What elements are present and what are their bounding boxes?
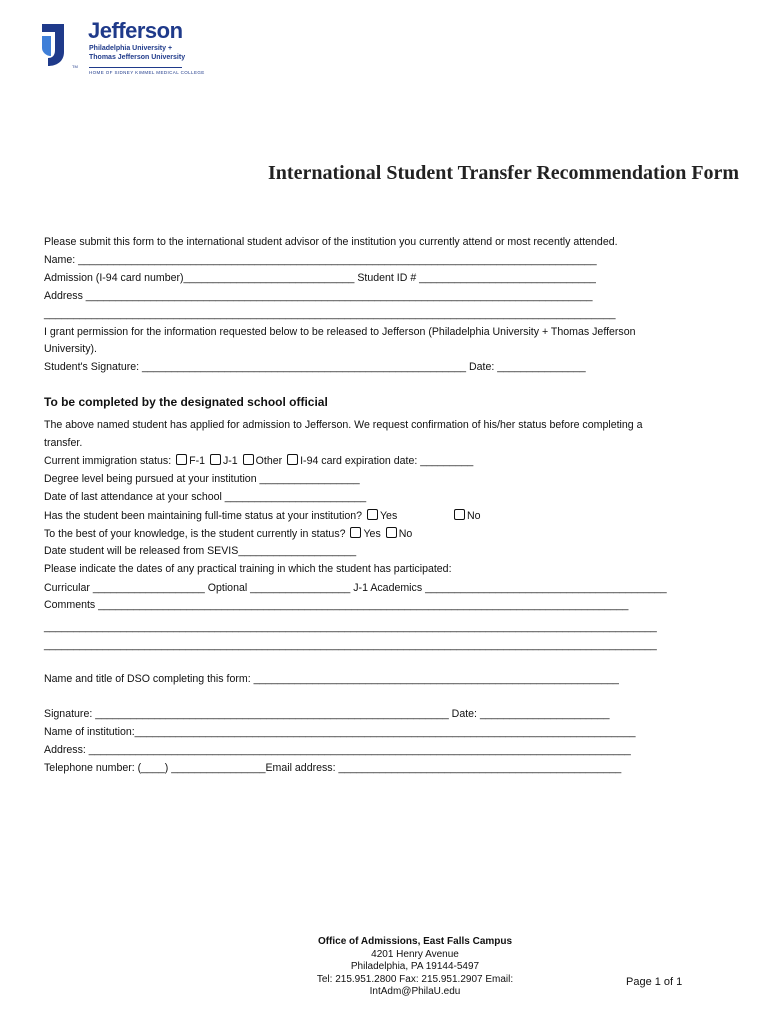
footer-address [300, 936, 530, 999]
address-field-line-2[interactable]: _________________________________________________________________________________________________ [44, 308, 616, 320]
in-status-question: To the best of your knowledge, is the student currently in status? [44, 528, 346, 540]
logo-subtitle [89, 44, 185, 62]
permission-text-cont: University). [44, 343, 97, 355]
fulltime-no-checkbox[interactable] [454, 509, 465, 520]
form-title: International Student Transfer Recommendation Form [268, 162, 740, 184]
fulltime-yes-label: Yes [379, 510, 398, 522]
in-status-no-checkbox[interactable] [386, 527, 397, 538]
fulltime-yes-checkbox[interactable] [367, 509, 378, 520]
training-dates-field[interactable]: Curricular ___________________ Optional _________________ J-1 Academics _________________________________________ [44, 582, 667, 594]
footer-phone: Tel: 215.951.2800 Fax: 215.951.2907 Email: [316, 973, 514, 985]
jefferson-logo-icon [40, 22, 80, 70]
fulltime-row [44, 509, 397, 522]
name-field[interactable]: Name: ________________________________________________________________________________________ [44, 254, 597, 266]
immigration-status-label: Current immigration status: [44, 455, 172, 467]
comments-line-2[interactable]: ________________________________________________________________________________________________________ [44, 621, 657, 633]
in-status-no-label: No [398, 528, 413, 540]
fulltime-no-label: No [467, 510, 481, 522]
f1-checkbox[interactable] [176, 454, 187, 465]
comments-field[interactable]: Comments __________________________________________________________________________________________ [44, 599, 629, 611]
admission-field[interactable]: Admission (I-94 card number)_____________________________ Student ID # ______________________________ [44, 272, 596, 284]
comments-line-3[interactable]: ________________________________________________________________________________________________________ [44, 639, 657, 651]
degree-field[interactable]: Degree level being pursued at your institution _________________ [44, 473, 360, 485]
immigration-status-row [44, 454, 473, 467]
footer-city: Philadelphia, PA 19144-5497 [350, 961, 480, 972]
f1-label: F-1 [189, 455, 206, 467]
dso-name-title-field[interactable]: Name and title of DSO completing this form: ______________________________________________________________ [44, 673, 619, 685]
fulltime-question: Has the student been maintaining full-time status at your institution? [44, 510, 362, 522]
dso-signature-field[interactable]: Signature: ____________________________________________________________ Date: ______________________ [44, 708, 610, 720]
institution-field[interactable]: Name of institution:_____________________________________________________________________________________ [44, 726, 636, 738]
other-checkbox[interactable] [243, 454, 254, 465]
fulltime-no-option [452, 509, 481, 522]
telephone-email-field[interactable]: Telephone number: (____) ________________Email address: ________________________________________________ [44, 762, 622, 774]
logo-sub-line-1: Philadelphia University + [89, 45, 173, 52]
footer-office: Office of Admissions, East Falls Campus [317, 936, 513, 947]
j1-checkbox[interactable] [210, 454, 221, 465]
dso-address-field[interactable]: Address: ____________________________________________________________________________________________ [44, 744, 631, 756]
sevis-field[interactable]: Date student will be released from SEVIS____________________ [44, 545, 357, 557]
in-status-yes-label: Yes [363, 528, 381, 540]
applied-text-cont: transfer. [44, 437, 83, 449]
last-attendance-field[interactable]: Date of last attendance at your school ________________________ [44, 491, 367, 503]
logo-sub-line-2: Thomas Jefferson University [89, 54, 186, 61]
i94-field[interactable]: I-94 card expiration date: _________ [300, 455, 474, 467]
page-number: Page 1 of 1 [626, 976, 683, 988]
intro-text: Please submit this form to the international student advisor of the institution you currently attend or most recently attended. [44, 236, 618, 248]
logo-tagline: HOME OF SIDNEY KIMMEL MEDICAL COLLEGE [89, 70, 205, 75]
section-heading: To be completed by the designated school official [44, 395, 328, 409]
i94-checkbox[interactable] [287, 454, 298, 465]
applied-text: The above named student has applied for admission to Jefferson. We request confirmation of his/her status before completing a [44, 419, 643, 431]
j1-label: J-1 [222, 455, 238, 467]
permission-text: I grant permission for the information requested below to be released to Jefferson (Philadelphia University + Thomas Jefferson [44, 326, 636, 338]
student-signature-field[interactable]: Student's Signature: _______________________________________________________ Date: _______________ [44, 361, 586, 373]
in-status-yes-checkbox[interactable] [350, 527, 361, 538]
address-field[interactable]: Address ______________________________________________________________________________________ [44, 290, 593, 302]
logo-name: Jefferson [88, 18, 183, 43]
footer-email[interactable]: IntAdm@PhilaU.edu [369, 986, 461, 997]
other-label: Other [255, 455, 283, 467]
logo-divider [89, 67, 182, 68]
footer-street: 4201 Henry Avenue [371, 948, 459, 960]
in-status-row [44, 527, 412, 540]
practical-training-text: Please indicate the dates of any practical training in which the student has participated: [44, 563, 452, 575]
logo-trademark: TM [72, 64, 78, 69]
